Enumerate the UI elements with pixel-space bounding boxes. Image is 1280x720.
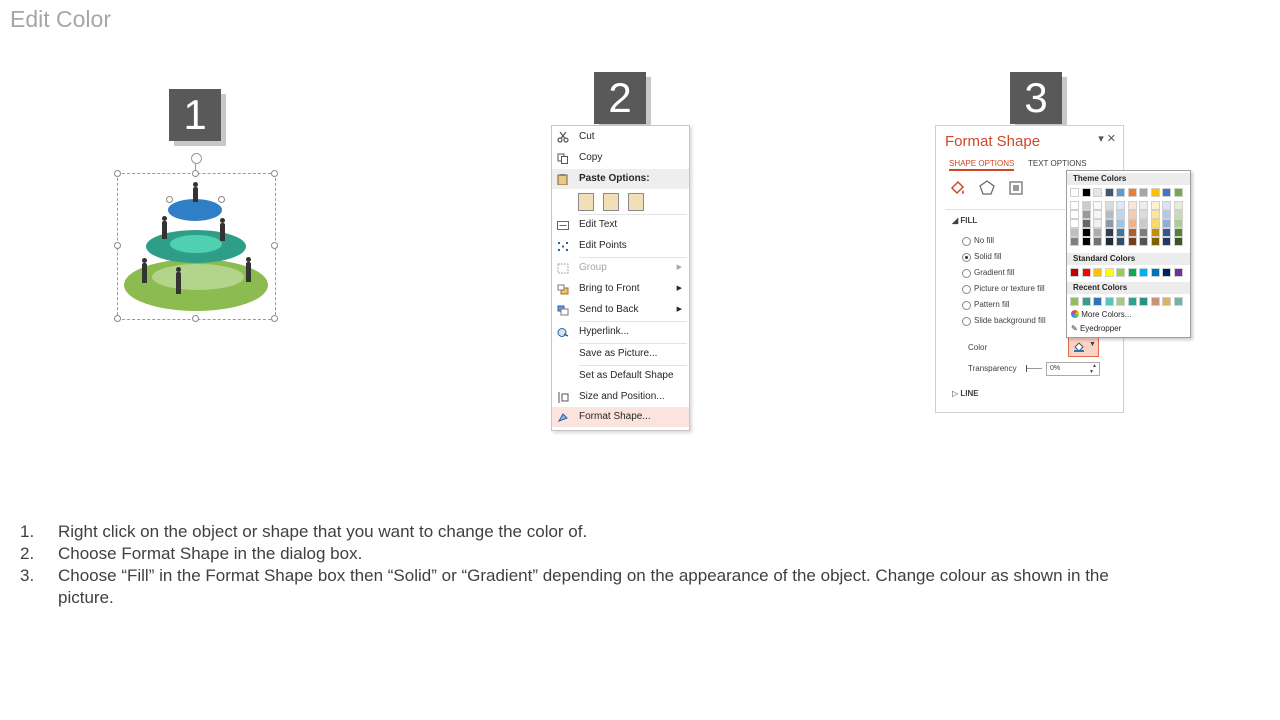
theme-color-swatch[interactable] [1106,189,1113,196]
resize-handle[interactable] [271,170,278,177]
theme-color-swatch[interactable] [1117,211,1124,218]
theme-color-swatch[interactable] [1175,238,1182,245]
theme-color-swatch[interactable] [1140,202,1147,209]
theme-color-swatch[interactable] [1071,220,1078,227]
standard-color-swatch[interactable] [1152,269,1159,276]
menu-item-copy[interactable]: Copy [552,148,689,168]
radio-button[interactable] [962,253,971,262]
standard-colors-header: Standard Colors [1067,253,1190,265]
rotate-handle[interactable] [191,153,202,164]
color-palette-popup [1066,170,1191,338]
recent-color-swatch[interactable] [1071,298,1078,305]
paste-icon [557,173,569,184]
theme-color-swatch[interactable] [1152,229,1159,236]
theme-color-swatch[interactable] [1175,211,1182,218]
context-menu [551,125,690,431]
theme-color-swatch[interactable] [1117,220,1124,227]
theme-color-swatch[interactable] [1094,229,1101,236]
theme-color-swatch[interactable] [1140,238,1147,245]
pane-options-icon[interactable]: ▾ [1098,133,1104,145]
theme-color-swatch[interactable] [1152,211,1159,218]
theme-color-swatch[interactable] [1094,211,1101,218]
resize-handle[interactable] [271,242,278,249]
standard-color-swatch[interactable] [1094,269,1101,276]
menu-item-hyperlink[interactable]: Hyperlink... [552,322,689,342]
theme-color-swatch[interactable] [1163,189,1170,196]
resize-handle[interactable] [114,315,121,322]
menu-item-edit-points[interactable]: Edit Points [552,236,689,256]
radio-button[interactable] [962,285,971,294]
transparency-slider[interactable] [1026,368,1042,369]
paint-bucket-icon [1073,341,1085,352]
radio-button[interactable] [962,301,971,310]
theme-color-swatch[interactable] [1140,220,1147,227]
theme-color-swatch[interactable] [1129,202,1136,209]
theme-color-swatch[interactable] [1117,189,1124,196]
edit-text-icon [557,219,569,230]
theme-color-swatch[interactable] [1083,220,1090,227]
standard-color-swatch[interactable] [1175,269,1182,276]
theme-color-swatch[interactable] [1094,238,1101,245]
person-figure [176,272,181,294]
edit-points-icon [557,240,569,251]
size-position-icon [557,391,569,402]
person-figure [162,221,167,239]
theme-color-swatch[interactable] [1163,211,1170,218]
menu-item-edit-text[interactable]: Edit Text [552,215,689,235]
theme-color-swatch[interactable] [1083,211,1090,218]
fill-line-icon[interactable] [949,179,967,197]
theme-color-swatch[interactable] [1117,238,1124,245]
paste-picture-icon[interactable] [628,193,644,211]
theme-color-swatch[interactable] [1117,202,1124,209]
resize-handle[interactable] [114,170,121,177]
submenu-arrow-icon: ▶ [676,285,682,292]
theme-color-swatch[interactable] [1152,189,1159,196]
theme-color-swatch[interactable] [1071,189,1078,196]
theme-color-swatch[interactable] [1175,220,1182,227]
bring-to-front-icon [557,283,569,294]
theme-color-swatch[interactable] [1163,229,1170,236]
theme-color-swatch[interactable] [1106,229,1113,236]
menu-item-set-default-shape[interactable]: Set as Default Shape [579,370,674,381]
theme-color-swatch[interactable] [1129,229,1136,236]
size-properties-icon[interactable] [1007,179,1025,197]
spinner-icon[interactable]: ▲ ▼ [1089,363,1097,375]
theme-color-swatch[interactable] [1163,220,1170,227]
radio-button[interactable] [962,269,971,278]
resize-handle[interactable] [271,315,278,322]
theme-color-swatch[interactable] [1071,229,1078,236]
color-wheel-icon [1071,310,1079,318]
top-tier-ellipse [168,199,222,221]
eyedropper-icon: ✎ [1071,324,1078,333]
instruction-item: 2. Choose Format Shape in the dialog box. [20,544,363,563]
radio-button[interactable] [962,237,971,246]
transparency-label: Transparency [968,364,1017,373]
menu-item-cut[interactable]: Cut [552,127,689,147]
eyedropper-item[interactable]: ✎ Eyedropper [1071,324,1122,333]
paste-merge-formatting-icon[interactable] [603,193,619,211]
theme-color-swatch[interactable] [1140,189,1147,196]
theme-color-swatch[interactable] [1129,189,1136,196]
theme-color-swatch[interactable] [1175,189,1182,196]
recent-colors-header: Recent Colors [1067,282,1190,294]
radio-button[interactable] [962,317,971,326]
instruction-item: 3. Choose “Fill” in the Format Shape box then “Solid” or “Gradient” depending on the appearance of the object. Change colour as shown in the picture. [20,566,1109,607]
recent-color-swatch[interactable] [1140,298,1147,305]
standard-color-swatch[interactable] [1129,269,1136,276]
theme-color-swatch[interactable] [1106,220,1113,227]
submenu-arrow-icon: ▶ [676,264,682,271]
theme-color-swatch[interactable] [1083,229,1090,236]
theme-color-swatch[interactable] [1094,220,1101,227]
standard-color-swatch[interactable] [1106,269,1113,276]
line-section-header[interactable]: ▷ LINE [952,389,979,398]
theme-color-swatch[interactable] [1106,238,1113,245]
recent-color-swatch[interactable] [1106,298,1113,305]
recent-color-swatch[interactable] [1129,298,1136,305]
resize-handle[interactable] [166,196,173,203]
slide-title: Edit Color [10,6,111,32]
theme-color-swatch[interactable] [1175,202,1182,209]
theme-color-swatch[interactable] [1152,238,1159,245]
effects-icon[interactable] [978,179,996,197]
standard-color-swatch[interactable] [1163,269,1170,276]
menu-item-group[interactable]: Group ▶ [552,258,689,278]
collapse-caret-icon: ▷ [952,389,959,398]
menu-item-size-and-position[interactable]: Size and Position... [552,387,689,407]
theme-color-swatch[interactable] [1129,220,1136,227]
theme-color-swatch[interactable] [1071,238,1078,245]
resize-handle[interactable] [218,196,225,203]
expand-caret-icon: ◢ [952,216,959,225]
menu-item-save-as-picture[interactable]: Save as Picture... [579,348,658,359]
person-figure [193,187,198,202]
tab-text-options[interactable]: TEXT OPTIONS [1028,159,1087,168]
menu-item-send-to-back[interactable]: Send to Back ▶ [552,300,689,320]
transparency-input[interactable]: 0% ▲ ▼ [1046,362,1100,376]
person-figure [142,263,147,283]
theme-color-swatch[interactable] [1094,189,1101,196]
standard-color-swatch[interactable] [1083,269,1090,276]
scissors-icon [557,131,569,142]
hyperlink-icon [557,326,569,337]
theme-color-swatch[interactable] [1140,211,1147,218]
submenu-arrow-icon: ▶ [676,306,682,313]
theme-color-swatch[interactable] [1163,238,1170,245]
bottom-tier-inner-ellipse [152,264,244,290]
group-icon [557,262,569,273]
theme-color-swatch[interactable] [1071,211,1078,218]
theme-color-swatch[interactable] [1106,202,1113,209]
color-picker-button[interactable] [1068,337,1099,357]
resize-handle[interactable] [114,242,121,249]
more-colors-item[interactable]: More Colors... [1071,309,1131,321]
copy-icon [557,152,569,163]
slider-thumb[interactable] [1026,365,1027,372]
standard-color-swatch[interactable] [1071,269,1078,276]
theme-colors-header: Theme Colors [1067,173,1190,185]
theme-color-swatch[interactable] [1117,229,1124,236]
theme-color-swatch[interactable] [1152,202,1159,209]
standard-color-swatch[interactable] [1117,269,1124,276]
theme-color-swatch[interactable] [1152,220,1159,227]
middle-tier-inner-ellipse [170,235,222,253]
resize-handle[interactable] [192,315,199,322]
step-badge-2: 2 [594,72,646,124]
menu-item-paste-options: Paste Options: [552,169,689,189]
instruction-item: 1. Right click on the object or shape that you want to change the color of. [20,522,588,541]
theme-color-swatch[interactable] [1083,238,1090,245]
recent-color-swatch[interactable] [1163,298,1170,305]
recent-color-swatch[interactable] [1094,298,1101,305]
step-badge-1: 1 [169,89,221,141]
theme-color-swatch[interactable] [1129,211,1136,218]
theme-color-swatch[interactable] [1175,229,1182,236]
theme-color-swatch[interactable] [1071,202,1078,209]
person-figure [246,262,251,282]
format-shape-pane: Format Shape ▾ ✕ SHAPE OPTIONS TEXT OPTIONS ◢ FILL No fill Solid fill Gradient fill Picture or texture fill Pattern fill Slide background fill Color ▼ Transparency 0% ▲ ▼ ▷ LINE [935,125,1124,413]
close-icon[interactable]: ✕ [1106,133,1116,145]
standard-color-swatch[interactable] [1140,269,1147,276]
format-shape-icon [557,411,569,422]
theme-color-swatch[interactable] [1094,202,1101,209]
theme-color-swatch[interactable] [1083,202,1090,209]
recent-color-swatch[interactable] [1083,298,1090,305]
theme-color-swatch[interactable] [1129,238,1136,245]
pane-title: Format Shape [945,133,1041,150]
theme-color-swatch[interactable] [1106,211,1113,218]
theme-color-swatch[interactable] [1163,202,1170,209]
tab-shape-options[interactable]: SHAPE OPTIONS [949,159,1014,171]
fill-section-header[interactable]: ◢ FILL [952,216,978,225]
recent-color-swatch[interactable] [1152,298,1159,305]
theme-color-swatch[interactable] [1140,229,1147,236]
theme-color-swatch[interactable] [1083,189,1090,196]
step-badge-3: 3 [1010,72,1062,124]
menu-item-bring-to-front[interactable]: Bring to Front ▶ [552,279,689,299]
resize-handle[interactable] [192,170,199,177]
person-figure [220,223,225,241]
pane-window-controls [1098,132,1116,145]
color-label: Color [968,343,988,352]
dropdown-arrow-icon: ▼ [1089,341,1096,348]
recent-color-swatch[interactable] [1175,298,1182,305]
send-to-back-icon [557,304,569,315]
menu-item-format-shape[interactable]: Format Shape... [552,407,689,427]
instruction-list [20,521,1120,609]
recent-color-swatch[interactable] [1117,298,1124,305]
paste-keep-formatting-icon[interactable] [578,193,594,211]
